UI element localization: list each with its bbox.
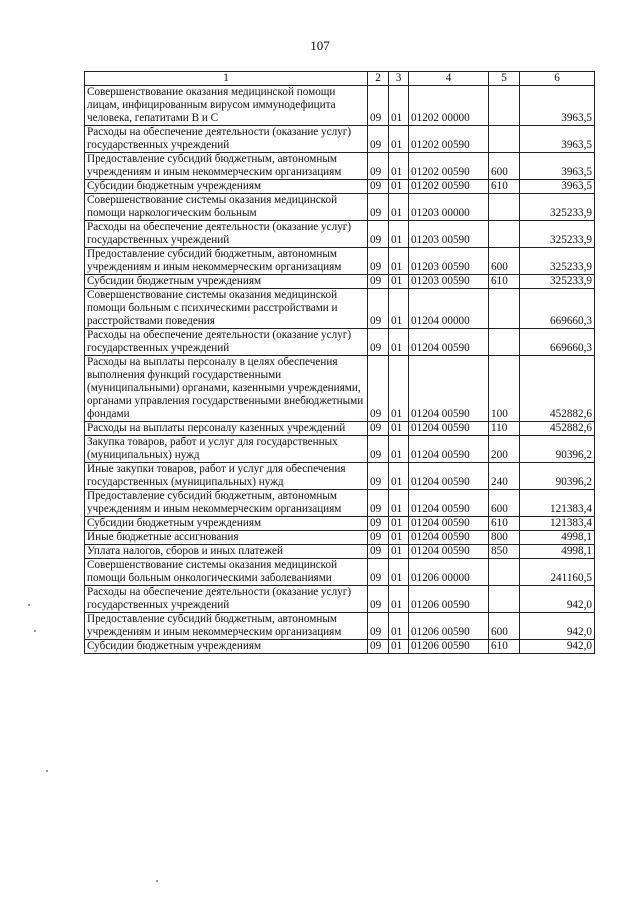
column-header-5: 5 (489, 72, 520, 86)
cell-subsection: 01 (389, 422, 409, 436)
scan-speck (46, 770, 48, 772)
cell-amount: 121383,4 (520, 517, 595, 531)
cell-name: Иные закупки товаров, работ и услуг для обеспечения государственных (муниципальных) нужд (85, 463, 368, 490)
table-row (85, 275, 595, 289)
cell-section: 09 (368, 153, 389, 180)
cell-name: Совершенствование системы оказания медицинской помощи больным с психическими расстройствами и расстройствами поведения (85, 289, 368, 329)
table-row (85, 436, 595, 463)
cell-expense-type (489, 221, 520, 248)
cell-section: 09 (368, 289, 389, 329)
table-row (85, 221, 595, 248)
cell-section: 09 (368, 640, 389, 654)
table-row (85, 329, 595, 356)
cell-subsection: 01 (389, 329, 409, 356)
cell-section: 09 (368, 126, 389, 153)
cell-amount: 942,0 (520, 613, 595, 640)
cell-amount: 121383,4 (520, 490, 595, 517)
cell-expense-type (489, 289, 520, 329)
budget-table (84, 71, 595, 654)
cell-amount: 3963,5 (520, 126, 595, 153)
cell-target-article: 01202 00590 (409, 180, 489, 194)
cell-amount: 452882,6 (520, 422, 595, 436)
cell-name: Предоставление субсидий бюджетным, автономным учреждениям и иным некоммерческим организациям (85, 613, 368, 640)
table-row (85, 545, 595, 559)
cell-expense-type (489, 126, 520, 153)
cell-amount: 3963,5 (520, 86, 595, 126)
cell-target-article: 01206 00590 (409, 586, 489, 613)
cell-section: 09 (368, 613, 389, 640)
scan-speck (28, 604, 30, 606)
cell-target-article: 01203 00590 (409, 248, 489, 275)
scan-speck (156, 880, 158, 882)
table-row (85, 356, 595, 422)
cell-amount: 325233,9 (520, 221, 595, 248)
cell-amount: 669660,3 (520, 329, 595, 356)
cell-amount: 90396,2 (520, 436, 595, 463)
table-row (85, 289, 595, 329)
cell-subsection: 01 (389, 126, 409, 153)
cell-target-article: 01204 00590 (409, 329, 489, 356)
cell-target-article: 01204 00590 (409, 356, 489, 422)
cell-name: Расходы на выплаты персоналу в целях обеспечения выполнения функций государственными (муниципальными) органами, казенными учреждениями, органами управления государственными внебюджетными фондами (85, 356, 368, 422)
cell-target-article: 01203 00000 (409, 194, 489, 221)
table-row (85, 153, 595, 180)
cell-subsection: 01 (389, 436, 409, 463)
column-header-4: 4 (409, 72, 489, 86)
cell-section: 09 (368, 559, 389, 586)
table-row (85, 517, 595, 531)
cell-expense-type: 600 (489, 248, 520, 275)
cell-expense-type: 600 (489, 490, 520, 517)
cell-expense-type (489, 194, 520, 221)
cell-section: 09 (368, 545, 389, 559)
table-row (85, 613, 595, 640)
cell-amount: 241160,5 (520, 559, 595, 586)
cell-subsection: 01 (389, 153, 409, 180)
table-row (85, 248, 595, 275)
cell-amount: 4998,1 (520, 531, 595, 545)
cell-target-article: 01202 00590 (409, 153, 489, 180)
cell-expense-type: 800 (489, 531, 520, 545)
cell-subsection: 01 (389, 490, 409, 517)
cell-target-article: 01202 00590 (409, 126, 489, 153)
cell-subsection: 01 (389, 356, 409, 422)
table-row (85, 180, 595, 194)
cell-subsection: 01 (389, 180, 409, 194)
cell-amount: 452882,6 (520, 356, 595, 422)
cell-name: Предоставление субсидий бюджетным, автономным учреждениям и иным некоммерческим организациям (85, 490, 368, 517)
column-header-6: 6 (520, 72, 595, 86)
cell-subsection: 01 (389, 248, 409, 275)
cell-section: 09 (368, 180, 389, 194)
cell-section: 09 (368, 86, 389, 126)
table-row (85, 86, 595, 126)
table-row (85, 490, 595, 517)
table-row (85, 640, 595, 654)
cell-section: 09 (368, 194, 389, 221)
cell-subsection: 01 (389, 194, 409, 221)
cell-name: Расходы на обеспечение деятельности (оказание услуг) государственных учреждений (85, 329, 368, 356)
scan-speck (34, 630, 36, 632)
table-row (85, 559, 595, 586)
cell-expense-type: 110 (489, 422, 520, 436)
cell-section: 09 (368, 436, 389, 463)
page-number: 107 (310, 38, 330, 53)
cell-name: Совершенствование системы оказания медицинской помощи больным онкологическими заболеваниями (85, 559, 368, 586)
cell-target-article: 01206 00590 (409, 640, 489, 654)
column-header-3: 3 (389, 72, 409, 86)
cell-amount: 669660,3 (520, 289, 595, 329)
cell-name: Субсидии бюджетным учреждениям (85, 180, 368, 194)
cell-subsection: 01 (389, 640, 409, 654)
column-header-2: 2 (368, 72, 389, 86)
cell-expense-type: 600 (489, 613, 520, 640)
cell-section: 09 (368, 356, 389, 422)
cell-expense-type: 240 (489, 463, 520, 490)
cell-target-article: 01204 00590 (409, 463, 489, 490)
cell-amount: 325233,9 (520, 248, 595, 275)
cell-section: 09 (368, 275, 389, 289)
cell-amount: 942,0 (520, 586, 595, 613)
cell-amount: 4998,1 (520, 545, 595, 559)
cell-section: 09 (368, 248, 389, 275)
cell-name: Совершенствование оказания медицинской помощи лицам, инфицированным вирусом иммунодефицита человека, гепатитами В и С (85, 86, 368, 126)
cell-target-article: 01204 00590 (409, 545, 489, 559)
cell-subsection: 01 (389, 613, 409, 640)
cell-amount: 325233,9 (520, 275, 595, 289)
cell-subsection: 01 (389, 86, 409, 126)
table-row (85, 463, 595, 490)
cell-subsection: 01 (389, 545, 409, 559)
cell-section: 09 (368, 221, 389, 248)
table-row (85, 586, 595, 613)
cell-name: Совершенствование системы оказания медицинской помощи наркологическим больным (85, 194, 368, 221)
cell-subsection: 01 (389, 463, 409, 490)
cell-name: Закупка товаров, работ и услуг для государственных (муниципальных) нужд (85, 436, 368, 463)
cell-expense-type (489, 329, 520, 356)
cell-name: Расходы на обеспечение деятельности (оказание услуг) государственных учреждений (85, 126, 368, 153)
cell-name: Расходы на обеспечение деятельности (оказание услуг) государственных учреждений (85, 586, 368, 613)
cell-section: 09 (368, 517, 389, 531)
cell-expense-type: 850 (489, 545, 520, 559)
cell-subsection: 01 (389, 517, 409, 531)
cell-target-article: 01206 00590 (409, 613, 489, 640)
cell-expense-type (489, 559, 520, 586)
table-body (85, 86, 595, 654)
cell-expense-type: 610 (489, 275, 520, 289)
cell-amount: 3963,5 (520, 153, 595, 180)
table-header-row (85, 72, 595, 86)
cell-section: 09 (368, 531, 389, 545)
cell-expense-type: 610 (489, 517, 520, 531)
cell-name: Иные бюджетные ассигнования (85, 531, 368, 545)
cell-target-article: 01204 00000 (409, 289, 489, 329)
cell-expense-type: 100 (489, 356, 520, 422)
cell-section: 09 (368, 422, 389, 436)
cell-name: Уплата налогов, сборов и иных платежей (85, 545, 368, 559)
cell-amount: 942,0 (520, 640, 595, 654)
cell-subsection: 01 (389, 586, 409, 613)
cell-subsection: 01 (389, 559, 409, 586)
table-row (85, 422, 595, 436)
cell-section: 09 (368, 463, 389, 490)
cell-expense-type (489, 86, 520, 126)
cell-section: 09 (368, 586, 389, 613)
cell-name: Субсидии бюджетным учреждениям (85, 275, 368, 289)
table-row (85, 531, 595, 545)
cell-name: Предоставление субсидий бюджетным, автономным учреждениям и иным некоммерческим организациям (85, 248, 368, 275)
cell-subsection: 01 (389, 275, 409, 289)
cell-section: 09 (368, 329, 389, 356)
cell-name: Расходы на выплаты персоналу казенных учреждений (85, 422, 368, 436)
cell-target-article: 01204 00590 (409, 436, 489, 463)
cell-section: 09 (368, 490, 389, 517)
cell-expense-type: 600 (489, 153, 520, 180)
cell-name: Субсидии бюджетным учреждениям (85, 517, 368, 531)
cell-target-article: 01204 00590 (409, 531, 489, 545)
cell-expense-type: 200 (489, 436, 520, 463)
cell-target-article: 01204 00590 (409, 422, 489, 436)
column-header-1: 1 (85, 72, 368, 86)
table-row (85, 194, 595, 221)
cell-amount: 90396,2 (520, 463, 595, 490)
cell-amount: 3963,5 (520, 180, 595, 194)
cell-subsection: 01 (389, 221, 409, 248)
cell-amount: 325233,9 (520, 194, 595, 221)
cell-target-article: 01203 00590 (409, 275, 489, 289)
cell-subsection: 01 (389, 289, 409, 329)
cell-expense-type: 610 (489, 640, 520, 654)
cell-target-article: 01206 00000 (409, 559, 489, 586)
cell-target-article: 01203 00590 (409, 221, 489, 248)
cell-expense-type: 610 (489, 180, 520, 194)
cell-expense-type (489, 586, 520, 613)
cell-name: Субсидии бюджетным учреждениям (85, 640, 368, 654)
cell-subsection: 01 (389, 531, 409, 545)
cell-name: Предоставление субсидий бюджетным, автономным учреждениям и иным некоммерческим организациям (85, 153, 368, 180)
cell-target-article: 01204 00590 (409, 490, 489, 517)
cell-target-article: 01204 00590 (409, 517, 489, 531)
cell-target-article: 01202 00000 (409, 86, 489, 126)
cell-name: Расходы на обеспечение деятельности (оказание услуг) государственных учреждений (85, 221, 368, 248)
table-row (85, 126, 595, 153)
